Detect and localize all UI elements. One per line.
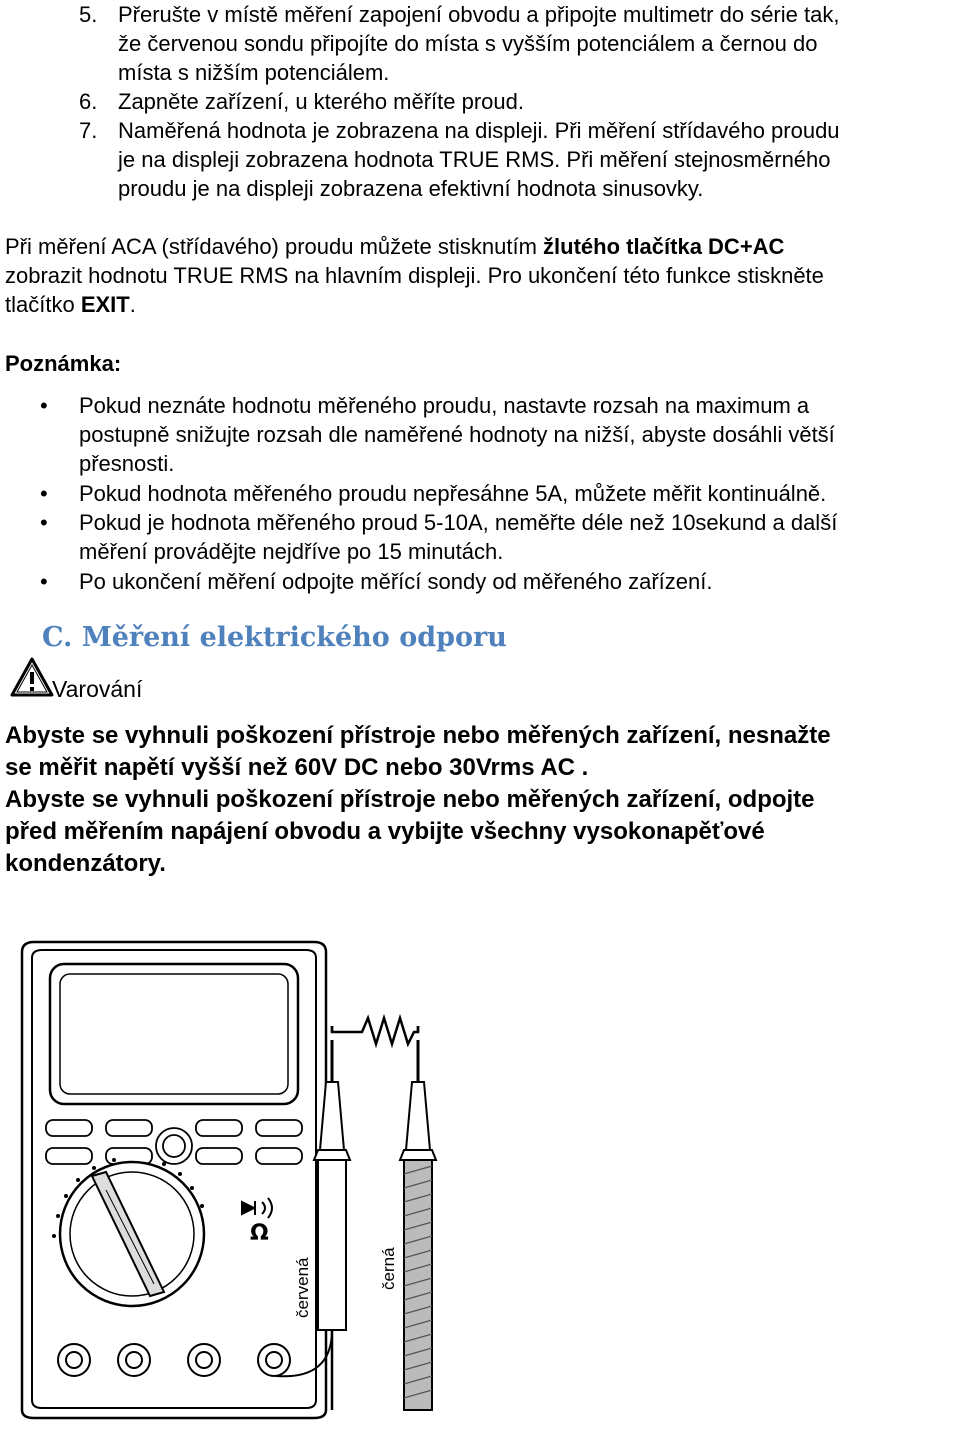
step-line: Naměřená hodnota je zobrazena na displeji. Při měření střídavého proudu — [118, 118, 840, 143]
step-5 — [79, 0, 959, 90]
section-heading: C. Měření elektrického odporu — [42, 622, 507, 653]
bullet-icon: • — [40, 393, 48, 418]
black-probe-label: černá — [379, 1247, 398, 1290]
note-label: Poznámka: — [5, 351, 122, 376]
bullet-icon: • — [40, 510, 48, 535]
warning-line: se měřit napětí vyšší než 60V DC nebo 30Vrms AC . — [5, 754, 589, 781]
aca-text: . — [129, 292, 136, 317]
aca-text: tlačítko — [5, 292, 81, 317]
warning-text-1 — [5, 720, 955, 784]
dial-ohm-label: Ω — [250, 1221, 269, 1246]
step-7 — [79, 116, 959, 206]
warning-label: Varování — [52, 676, 143, 702]
aca-paragraph — [5, 232, 955, 319]
bullet-icon: • — [40, 569, 48, 594]
bullet-icon: • — [40, 481, 48, 506]
aca-text: Při měření ACA (střídavého) proudu můžete stisknutím — [5, 234, 544, 259]
red-probe-label: červená — [293, 1257, 312, 1318]
rotary-dial — [60, 1162, 204, 1306]
warning-line: Abyste se vyhnuli poškození přístroje nebo měřených zařízení, nesnažte — [5, 722, 831, 749]
note-line: měření provádějte nejdříve po 15 minutách. — [79, 539, 504, 564]
step-number: 7. — [79, 118, 98, 143]
step-number: 5. — [79, 2, 98, 27]
aca-text: zobrazit hodnotu TRUE RMS na hlavním displeji. Pro ukončení této funkce stiskněte — [5, 263, 824, 288]
note-line: Pokud je hodnota měřeného proud 5-10A, neměřte déle než 10sekund a další — [79, 510, 838, 535]
black-probe — [400, 1040, 436, 1410]
multimeter-display — [50, 964, 298, 1104]
step-6 — [79, 87, 959, 117]
resistor — [332, 1018, 418, 1044]
step-line: Zapněte zařízení, u kterého měříte proud. — [118, 89, 525, 114]
note-line: Pokud hodnota měřeného proudu nepřesáhne 5A, můžete měřit kontinuálně. — [79, 481, 827, 506]
warning-line: Abyste se vyhnuli poškození přístroje nebo měřených zařízení, odpojte — [5, 786, 815, 813]
multimeter-resistance-illustration — [14, 940, 494, 1420]
step-number: 6. — [79, 89, 98, 114]
aca-button-name: žlutého tlačítka DC+AC — [543, 234, 785, 259]
warning-line: před měřením napájení obvodu a vybijte všechny vysokonapěťové — [5, 818, 765, 845]
step-line: místa s nižším potenciálem. — [118, 60, 390, 85]
warning-line: kondenzátory. — [5, 850, 166, 877]
warning-text-2 — [5, 784, 955, 880]
note-line: postupně snižujte rozsah dle naměřené hodnoty na nižší, abyste dosáhli větší — [79, 422, 835, 447]
step-line: Přerušte v místě měření zapojení obvodu a připojte multimetr do série tak, — [118, 2, 840, 27]
step-line: proudu je na displeji zobrazena efektivní hodnota sinusovky. — [118, 176, 704, 201]
note-line: Po ukončení měření odpojte měřící sondy od měřeného zařízení. — [79, 569, 713, 594]
exit-button-name: EXIT — [80, 292, 130, 317]
note-line: Pokud neznáte hodnotu měřeného proudu, nastavte rozsah na maximum a — [79, 393, 810, 418]
note-line: přesnosti. — [79, 451, 175, 476]
step-line: je na displeji zobrazena hodnota TRUE RMS. Při měření stejnosměrného — [118, 147, 831, 172]
warning-triangle-icon — [10, 656, 54, 698]
step-line: že červenou sondu připojíte do místa s vyšším potenciálem a černou do — [118, 31, 818, 56]
